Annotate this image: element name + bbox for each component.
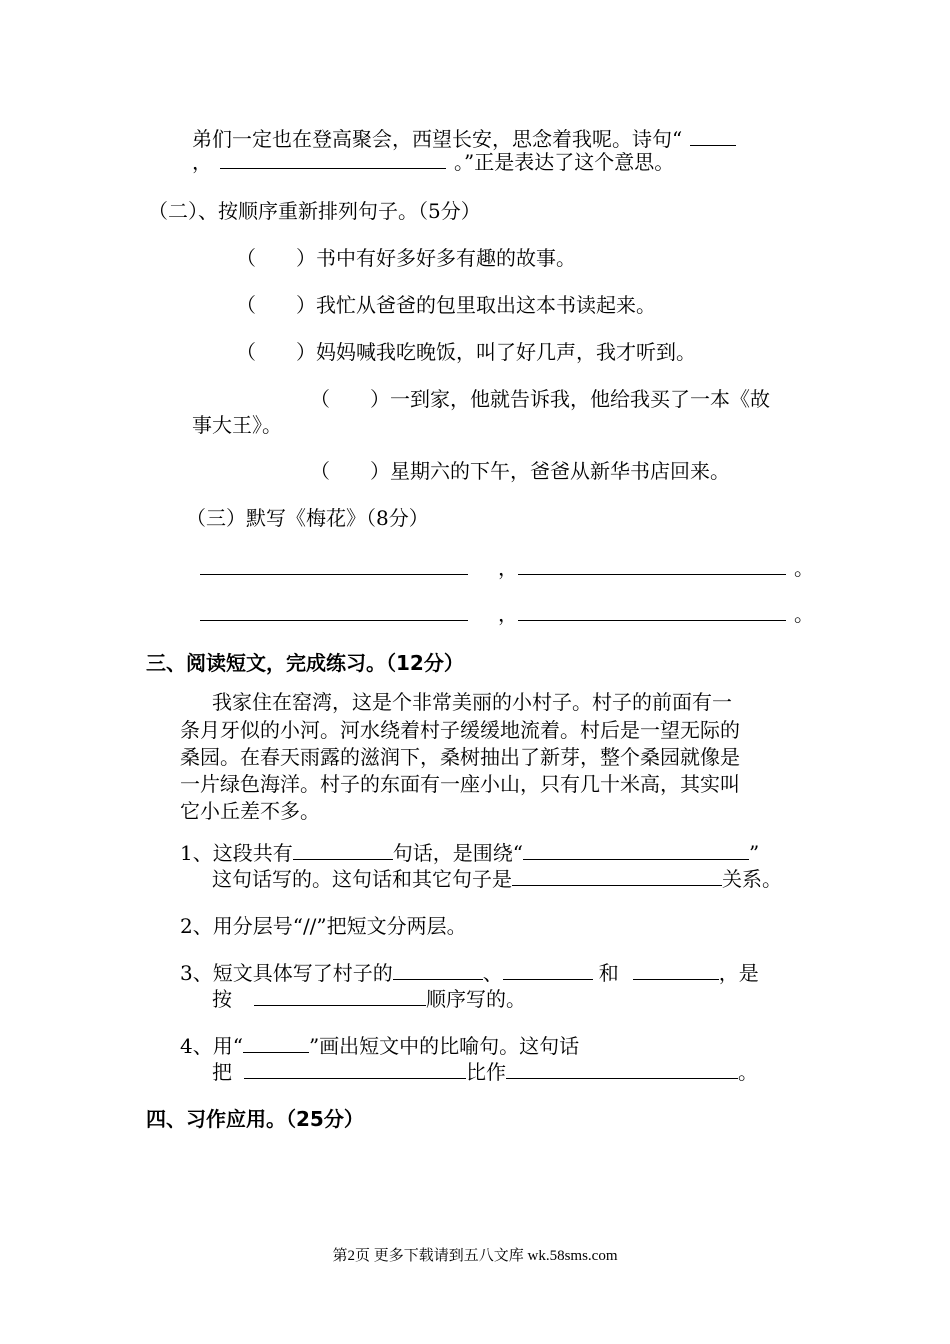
writing-heading: 四、习作应用。（25分） (146, 1107, 364, 1131)
answer-blank[interactable] (244, 1060, 466, 1079)
reading-heading: 三、阅读短文，完成练习。（12分） (146, 651, 464, 675)
answer-blank[interactable] (503, 961, 593, 980)
sentence-item: （ ）我忙从爸爸的包里取出这本书读起来。 (236, 293, 656, 317)
passage-line: 桑园。在春天雨露的滋润下，桑树抽出了新芽，整个桑园就像是 (180, 745, 740, 769)
question-2: 2、用分层号“//”把短文分两层。 (180, 914, 467, 938)
question-1-continued: 这句话写的。这句话和其它句子是 关系。 (212, 867, 782, 891)
answer-blank[interactable] (293, 841, 393, 860)
passage-line: 我家住在窑湾，这是个非常美丽的小村子。村子的前面有一 (212, 690, 732, 714)
poem-dictation-line: ， 。 (200, 602, 814, 626)
sentence-item: （ ）一到家，他就告诉我，他给我买了一本《故 (310, 387, 770, 411)
answer-blank[interactable] (512, 867, 722, 886)
answer-blank[interactable] (506, 1060, 738, 1079)
poem-question-line-2: ， 。”正是表达了这个意思。 (192, 150, 675, 174)
order-blank[interactable]: （ ） (236, 246, 316, 270)
order-blank[interactable]: （ ） (236, 293, 316, 317)
poem-question-line-1: 弟们一定也在登高聚会，西望长安，思念着我呢。诗句“ (192, 127, 736, 151)
answer-blank[interactable] (633, 961, 719, 980)
question-4-continued: 把 比作 。 (212, 1060, 758, 1084)
sentence-item: （ ）妈妈喊我吃晚饭，叫了好几声，我才听到。 (236, 340, 696, 364)
sentence-item: （ ）书中有好多好多有趣的故事。 (236, 246, 576, 270)
answer-blank[interactable] (243, 1034, 309, 1053)
answer-blank[interactable] (200, 556, 468, 575)
question-3-continued: 按 顺序写的。 (212, 987, 526, 1011)
answer-blank[interactable] (200, 602, 468, 621)
answer-blank[interactable] (518, 556, 786, 575)
answer-blank[interactable] (690, 127, 736, 146)
section-heading: （三）默写《梅花》（8分） (186, 506, 429, 530)
passage-line: 一片绿色海洋。村子的东面有一座小山，只有几十米高，其实叫 (180, 772, 740, 796)
answer-blank[interactable] (518, 602, 786, 621)
sentence-item: （ ）星期六的下午，爸爸从新华书店回来。 (310, 459, 730, 483)
passage-line: 它小丘差不多。 (180, 799, 320, 823)
poem-dictation-line: ， 。 (200, 556, 814, 580)
order-blank[interactable]: （ ） (236, 340, 316, 364)
order-blank[interactable]: （ ） (310, 387, 390, 411)
page-footer: 第2页 更多下载请到五八文库 wk.58sms.com (332, 1248, 618, 1264)
section-heading: （二）、按顺序重新排列句子。（5分） (148, 199, 481, 223)
answer-blank[interactable] (254, 987, 426, 1006)
answer-blank[interactable] (523, 841, 749, 860)
sentence-item-continued: 事大王》。 (192, 413, 282, 437)
question-1: 1、这段共有 句话，是围绕“ ” (180, 841, 760, 865)
answer-blank[interactable] (220, 150, 446, 169)
question-4: 4、用“ ”画出短文中的比喻句。这句话 (180, 1034, 580, 1058)
answer-blank[interactable] (393, 961, 483, 980)
passage-line: 条月牙似的小河。河水绕着村子缓缓地流着。村后是一望无际的 (180, 718, 740, 742)
order-blank[interactable]: （ ） (310, 459, 390, 483)
question-3: 3、短文具体写了村子的 、 和 ，是 (180, 961, 759, 985)
